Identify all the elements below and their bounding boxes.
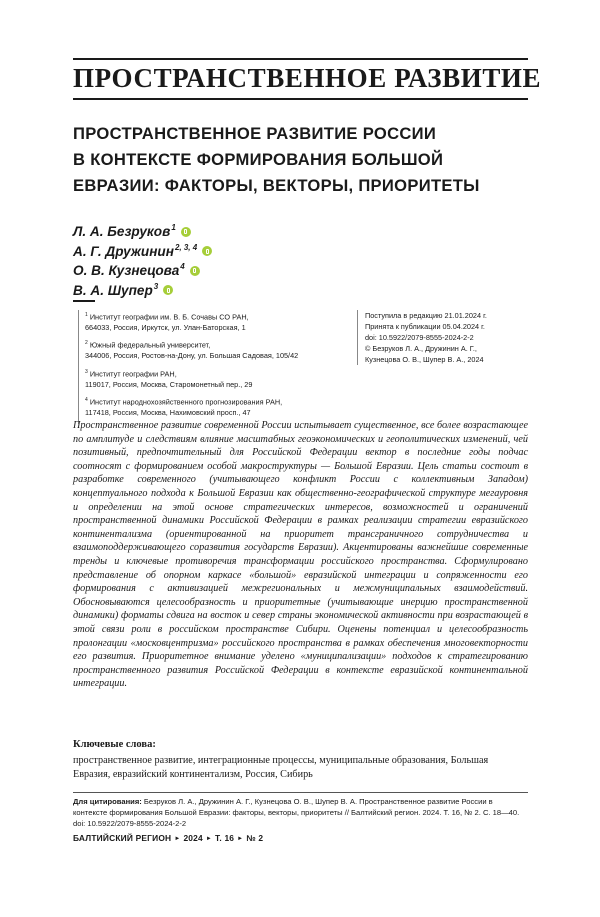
accepted-date: Принята к публикации 05.04.2024 г. [365,322,485,331]
affiliation-institution: Южный федеральный университет, [89,340,211,350]
triangle-right-icon: ► [205,836,213,842]
triangle-right-icon: ► [237,836,244,842]
affiliation-address: 344006, Россия, Ростов-на-Дону, ул. Большая Садовая, 105/42 [85,351,299,361]
citation-divider [73,792,528,793]
copyright-line: © Безруков Л. А., Дружинин А. Г., [365,344,477,353]
journal-year: 2024 [183,833,203,843]
affiliations [78,310,355,424]
orcid-icon[interactable] [163,285,173,295]
author-affiliation-ref: 2, 3, 4 [174,242,198,252]
journal-issue: № 2 [246,833,264,843]
author [73,261,212,281]
authors-divider [73,300,95,302]
article-title-line: ПРОСТРАНСТВЕННОЕ РАЗВИТИЕ РОССИИ [73,124,437,143]
author-name: В. А. Шупер [73,282,153,298]
header-bottom-rule [73,98,528,100]
affiliation-institution: Институт географии им. В. Б. Сочавы СО РАН, [89,312,249,322]
author-affiliation-ref: 4 [180,262,185,272]
citation-text: Безруков Л. А., Дружинин А. Г., Кузнецова О. В., Шупер В. А. Пространственное развитие России в контексте формирования Большой Евразии: факторы, векторы, приоритеты // Балтийский регион. 2024. Т. 16, № 2. С. 18—40. doi: 10.5922/2079-8555-2024-2-2 [73,797,520,828]
affiliation-institution: Институт географии РАН, [89,369,177,379]
keywords-heading: Ключевые слова: [73,739,156,750]
publication-info [357,310,535,365]
affiliation-institution: Институт народнохозяйственного прогнозирования РАН, [89,397,283,407]
author [73,222,212,242]
orcid-icon[interactable] [202,246,212,256]
article-title [73,121,533,199]
author-list [73,222,212,300]
author [73,281,212,301]
author-name: А. Г. Дружинин [73,243,174,259]
journal-footer [73,833,263,843]
citation-label: Для цитирования: [73,797,142,806]
article-title-line: ЕВРАЗИИ: ФАКТОРЫ, ВЕКТОРЫ, ПРИОРИТЕТЫ [73,176,480,195]
affiliation [85,395,355,418]
keywords: пространственное развитие, интеграционные процессы, муниципальные образования, Большая Евразия, евразийский континентализм, Россия, Сибирь [73,755,489,780]
article-title-line: В КОНТЕКСТЕ ФОРМИРОВАНИЯ БОЛЬШОЙ [73,150,444,169]
author [73,242,212,262]
header-top-rule [73,58,528,60]
affiliation-address: 119017, Россия, Москва, Старомонетный пер., 29 [85,379,253,389]
affiliation-number: 2 [85,340,88,347]
author-affiliation-ref: 1 [171,223,176,233]
affiliation [85,338,355,361]
doi-link[interactable]: doi: 10.5922/2079-8555-2024-2-2 [365,333,474,342]
citation [73,796,528,829]
author-affiliation-ref: 3 [153,281,159,291]
author-name: О. В. Кузнецова [73,263,180,279]
affiliation-address: 664033, Россия, Иркутск, ул. Улан-Баторская, 1 [85,322,246,332]
affiliation [85,367,355,390]
journal-name: БАЛТИЙСКИЙ РЕГИОН [73,833,172,843]
journal-volume: Т. 16 [215,833,235,843]
orcid-icon[interactable] [190,266,200,276]
copyright-line: Кузнецова О. В., Шупер В. А., 2024 [365,355,484,364]
affiliation-number: 4 [85,397,88,404]
section-title: ПРОСТРАНСТВЕННОЕ РАЗВИТИЕ [73,63,542,93]
received-date: Поступила в редакцию 21.01.2024 г. [365,311,487,320]
orcid-icon[interactable] [181,227,191,237]
affiliation-number: 1 [85,312,88,318]
affiliation [85,310,355,333]
affiliation-address: 117418, Россия, Москва, Нахимовский просп., 47 [85,408,251,418]
affiliation-number: 3 [85,368,88,375]
triangle-right-icon: ► [174,836,181,842]
author-name: Л. А. Безруков [73,224,171,240]
abstract: Пространственное развитие современной России испытывает существенное, все более возрастающее по амплитуде и следствиям влияние масштабных геоэкономических и геополитических изменений, чей позитивный, предпочтительный для Российской Федерации вектор в последние годы подчас соотносят с формированием особой макроструктуры — Большой Евразии. Цель статьи состоит в разработке современного (учитывающего конфликт России с коллективным Западом) концептуального подхода к Большой Евразии как общественно-географической структуре мегауровня и определении на этой основе стратегических интересов, возможностей и ограничений пространственной динамики Российской Федерации в рамках реализации стратегии евразийского континентализма (ориентированной на приоритет трансграничного сотрудничества и взаимоподдерживающего соразвития государств Евразии). Акцентированы важнейшие современные тренды и ключевые противоречия трансформации российского пространства. Сформулировано представление об опорном каркасе «большой» евразийской интеграции и сопряженности его формирования с активизацией межрегиональных и межмуниципальных взаимодействий. Обосновываются целесообразность и приоритетные (учитывающие инерцию пространственной динамики) форматы сдвига на восток и север страны экономической активности при возрастающей в этой связи роли в российском пространстве Сибири. Оценены потенциал и целесообразность пролонгации «московцентризма» российского пространства в рамках обеспечения многовекторности его развития. Приоритетное внимание уделено «муниципализации» подходов к стратегированию пространственного развития Российской Федерации в контексте евразийской континентальной интеграции. [73,420,528,690]
